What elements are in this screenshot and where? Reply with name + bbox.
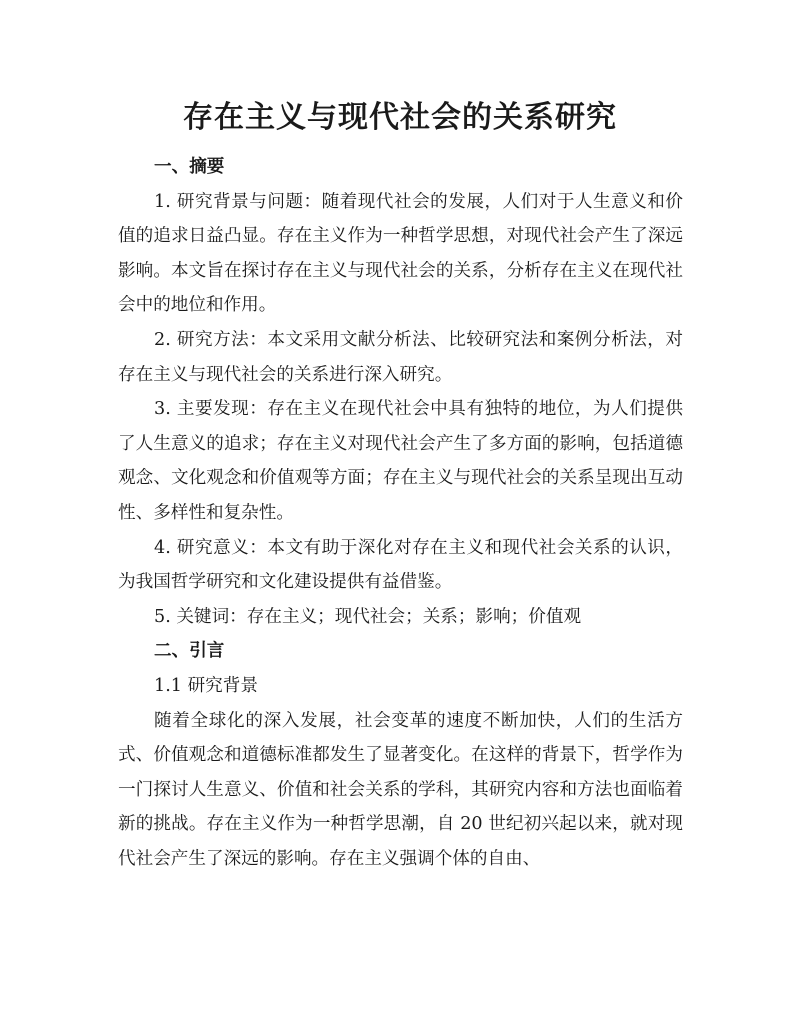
abstract-item-keywords: 5. 关键词：存在主义；现代社会；关系；影响；价值观	[154, 606, 582, 627]
abstract-item-significance: 4. 研究意义：本文有助于深化对存在主义和现代社会关系的认识，为我国哲学研究和文化建设提供有益借鉴。	[118, 537, 683, 593]
abstract-item-findings: 3. 主要发现：存在主义在现代社会中具有独特的地位，为人们提供了人生意义的追求；存在主义对现代社会产生了多方面的影响，包括道德观念、文化观念和价值观等方面；存在主义与现代社会的关系呈现出互动性、多样性和复杂性。	[118, 399, 683, 523]
section-heading-introduction: 二、引言	[154, 641, 225, 662]
document-body	[118, 150, 683, 876]
introduction-paragraph: 随着全球化的深入发展，社会变革的速度不断加快，人们的生活方式、价值观念和道德标准都发生了显著变化。在这样的背景下，哲学作为一门探讨人生意义、价值和社会关系的学科，其研究内容和方法也面临着新的挑战。存在主义作为一种哲学思潮，自 20 世纪初兴起以来，就对现代社会产生了深远的影响。存在主义强调个体的自由、	[118, 710, 683, 869]
abstract-item-background: 1. 研究背景与问题：随着现代社会的发展，人们对于人生意义和价值的追求日益凸显。存在主义作为一种哲学思想，对现代社会产生了深远影响。本文旨在探讨存在主义与现代社会的关系，分析存在主义在现代社会中的地位和作用。	[118, 191, 683, 316]
section-heading-abstract: 一、摘要	[154, 157, 225, 177]
document-title: 存在主义与现代社会的关系研究	[183, 100, 617, 135]
abstract-item-methods: 2. 研究方法：本文采用文献分析法、比较研究法和案例分析法，对存在主义与现代社会的关系进行深入研究。	[118, 329, 683, 385]
subsection-heading-background: 1.1 研究背景	[154, 675, 258, 696]
